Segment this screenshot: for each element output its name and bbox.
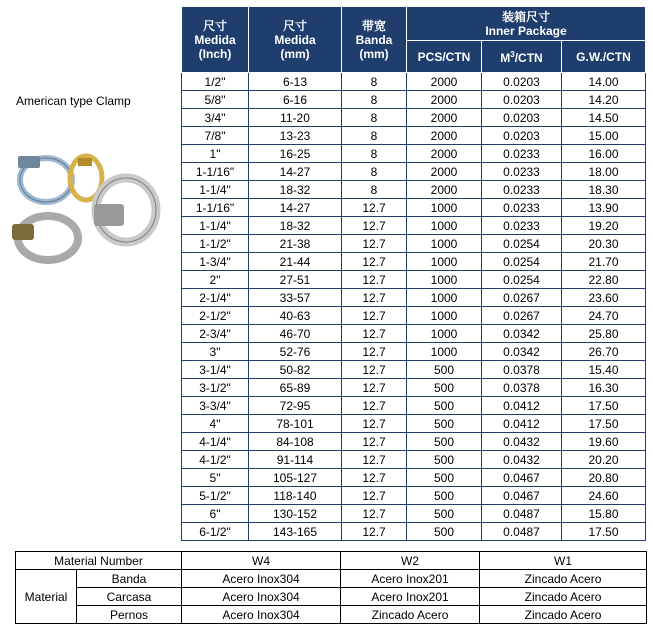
table-cell: 8 bbox=[342, 91, 407, 109]
table-cell: 0.0412 bbox=[482, 397, 562, 415]
material-cell: Acero Inox304 bbox=[182, 570, 341, 588]
table-cell: 21-44 bbox=[249, 253, 342, 271]
table-row bbox=[182, 487, 646, 505]
table-cell: 24.60 bbox=[562, 487, 646, 505]
table-cell: 12.7 bbox=[342, 379, 407, 397]
table-cell: 4" bbox=[182, 415, 249, 433]
table-cell: 500 bbox=[407, 487, 482, 505]
grade-w2: W2 bbox=[341, 552, 480, 570]
table-cell: 0.0412 bbox=[482, 415, 562, 433]
part-name: Pernos bbox=[77, 606, 182, 624]
header-pcs-ctn: PCS/CTN bbox=[407, 41, 482, 73]
table-cell: 14.50 bbox=[562, 109, 646, 127]
table-cell: 12.7 bbox=[342, 271, 407, 289]
material-cell: Acero Inox201 bbox=[341, 570, 480, 588]
table-cell: 12.7 bbox=[342, 289, 407, 307]
table-cell: 91-114 bbox=[249, 451, 342, 469]
table-row bbox=[182, 109, 646, 127]
table-cell: 65-89 bbox=[249, 379, 342, 397]
table-row bbox=[182, 163, 646, 181]
table-cell: 2-1/2" bbox=[182, 307, 249, 325]
table-row bbox=[182, 217, 646, 235]
table-cell: 1/2" bbox=[182, 73, 249, 91]
table-cell: 6" bbox=[182, 505, 249, 523]
table-cell: 1-1/16" bbox=[182, 163, 249, 181]
table-cell: 1000 bbox=[407, 289, 482, 307]
table-cell: 6-13 bbox=[249, 73, 342, 91]
table-cell: 3-3/4" bbox=[182, 397, 249, 415]
material-cell: Zincado Acero bbox=[341, 606, 480, 624]
table-row bbox=[182, 271, 646, 289]
table-row bbox=[182, 433, 646, 451]
table-cell: 2000 bbox=[407, 181, 482, 199]
table-cell: 1000 bbox=[407, 235, 482, 253]
table-cell: 18-32 bbox=[249, 181, 342, 199]
table-row bbox=[182, 235, 646, 253]
material-group-label: Material bbox=[16, 570, 77, 624]
material-table bbox=[15, 551, 647, 624]
table-cell: 500 bbox=[407, 379, 482, 397]
table-cell: 8 bbox=[342, 145, 407, 163]
table-cell: 6-16 bbox=[249, 91, 342, 109]
table-cell: 500 bbox=[407, 397, 482, 415]
table-row bbox=[182, 181, 646, 199]
table-cell: 17.50 bbox=[562, 397, 646, 415]
table-cell: 12.7 bbox=[342, 217, 407, 235]
material-cell: Acero Inox304 bbox=[182, 606, 341, 624]
table-row bbox=[182, 523, 646, 541]
table-row bbox=[182, 127, 646, 145]
table-cell: 12.7 bbox=[342, 415, 407, 433]
table-cell: 12.7 bbox=[342, 361, 407, 379]
table-cell: 12.7 bbox=[342, 451, 407, 469]
table-cell: 0.0233 bbox=[482, 181, 562, 199]
table-cell: 2000 bbox=[407, 127, 482, 145]
table-cell: 0.0378 bbox=[482, 379, 562, 397]
table-cell: 500 bbox=[407, 451, 482, 469]
table-cell: 8 bbox=[342, 181, 407, 199]
table-cell: 2000 bbox=[407, 145, 482, 163]
table-row bbox=[182, 415, 646, 433]
table-row bbox=[182, 397, 646, 415]
table-cell: 16.30 bbox=[562, 379, 646, 397]
table-cell: 2" bbox=[182, 271, 249, 289]
table-cell: 27-51 bbox=[249, 271, 342, 289]
table-cell: 1-3/4" bbox=[182, 253, 249, 271]
table-cell: 12.7 bbox=[342, 487, 407, 505]
table-cell: 15.00 bbox=[562, 127, 646, 145]
material-cell: Zincado Acero bbox=[480, 570, 647, 588]
part-name: Carcasa bbox=[77, 588, 182, 606]
table-cell: 14-27 bbox=[249, 163, 342, 181]
table-cell: 16-25 bbox=[249, 145, 342, 163]
table-cell: 3-1/4" bbox=[182, 361, 249, 379]
table-cell: 22.80 bbox=[562, 271, 646, 289]
grade-w1: W1 bbox=[480, 552, 647, 570]
table-cell: 13.90 bbox=[562, 199, 646, 217]
grade-w4: W4 bbox=[182, 552, 341, 570]
header-inner-package: 装箱尺寸 Inner Package bbox=[407, 7, 646, 41]
table-cell: 4-1/4" bbox=[182, 433, 249, 451]
table-row bbox=[182, 199, 646, 217]
table-cell: 12.7 bbox=[342, 469, 407, 487]
table-cell: 18.30 bbox=[562, 181, 646, 199]
table-cell: 12.7 bbox=[342, 505, 407, 523]
table-cell: 18.00 bbox=[562, 163, 646, 181]
table-cell: 0.0467 bbox=[482, 469, 562, 487]
table-cell: 0.0254 bbox=[482, 271, 562, 289]
table-cell: 8 bbox=[342, 127, 407, 145]
table-cell: 105-127 bbox=[249, 469, 342, 487]
table-cell: 500 bbox=[407, 361, 482, 379]
table-cell: 12.7 bbox=[342, 235, 407, 253]
table-cell: 24.70 bbox=[562, 307, 646, 325]
table-cell: 1000 bbox=[407, 199, 482, 217]
table-cell: 14-27 bbox=[249, 199, 342, 217]
table-cell: 500 bbox=[407, 523, 482, 541]
table-cell: 0.0487 bbox=[482, 523, 562, 541]
table-cell: 118-140 bbox=[249, 487, 342, 505]
table-cell: 0.0467 bbox=[482, 487, 562, 505]
table-cell: 17.50 bbox=[562, 523, 646, 541]
table-cell: 26.70 bbox=[562, 343, 646, 361]
table-cell: 12.7 bbox=[342, 343, 407, 361]
clamp-size-table bbox=[181, 6, 646, 541]
table-cell: 50-82 bbox=[249, 361, 342, 379]
table-cell: 1000 bbox=[407, 217, 482, 235]
table-cell: 25.80 bbox=[562, 325, 646, 343]
table-cell: 0.0203 bbox=[482, 109, 562, 127]
header-m3-ctn: $M^3$/CTN bbox=[482, 41, 562, 73]
table-cell: 78-101 bbox=[249, 415, 342, 433]
table-cell: 13-23 bbox=[249, 127, 342, 145]
table-cell: 20.80 bbox=[562, 469, 646, 487]
table-cell: 0.0203 bbox=[482, 127, 562, 145]
table-cell: 1000 bbox=[407, 307, 482, 325]
table-row bbox=[182, 253, 646, 271]
table-row bbox=[182, 343, 646, 361]
table-cell: 23.60 bbox=[562, 289, 646, 307]
table-cell: 40-63 bbox=[249, 307, 342, 325]
header-size-inch: 尺寸 Medida (Inch) bbox=[182, 7, 249, 73]
table-cell: 500 bbox=[407, 415, 482, 433]
table-cell: 1-1/2" bbox=[182, 235, 249, 253]
table-cell: 6-1/2" bbox=[182, 523, 249, 541]
table-cell: 12.7 bbox=[342, 253, 407, 271]
table-cell: 4-1/2" bbox=[182, 451, 249, 469]
table-cell: 0.0233 bbox=[482, 163, 562, 181]
table-cell: 2000 bbox=[407, 91, 482, 109]
table-cell: 20.20 bbox=[562, 451, 646, 469]
table-row bbox=[182, 469, 646, 487]
table-row bbox=[182, 307, 646, 325]
table-cell: 3-1/2" bbox=[182, 379, 249, 397]
table-cell: 1000 bbox=[407, 253, 482, 271]
table-cell: 2-3/4" bbox=[182, 325, 249, 343]
table-cell: 12.7 bbox=[342, 523, 407, 541]
table-cell: 5/8" bbox=[182, 91, 249, 109]
table-cell: 0.0254 bbox=[482, 235, 562, 253]
table-row bbox=[182, 505, 646, 523]
material-cell: Zincado Acero bbox=[480, 588, 647, 606]
table-cell: 0.0342 bbox=[482, 343, 562, 361]
table-cell: 19.20 bbox=[562, 217, 646, 235]
table-cell: 15.40 bbox=[562, 361, 646, 379]
table-cell: 0.0254 bbox=[482, 253, 562, 271]
table-row bbox=[182, 361, 646, 379]
table-cell: 11-20 bbox=[249, 109, 342, 127]
table-row bbox=[182, 91, 646, 109]
material-cell: Zincado Acero bbox=[480, 606, 647, 624]
table-cell: 8 bbox=[342, 73, 407, 91]
table-cell: 8 bbox=[342, 163, 407, 181]
table-cell: 0.0487 bbox=[482, 505, 562, 523]
table-row bbox=[182, 379, 646, 397]
header-gw-ctn: G.W./CTN bbox=[562, 41, 646, 73]
table-cell: 15.80 bbox=[562, 505, 646, 523]
table-row bbox=[182, 325, 646, 343]
table-cell: 46-70 bbox=[249, 325, 342, 343]
table-cell: 16.00 bbox=[562, 145, 646, 163]
table-cell: 0.0233 bbox=[482, 145, 562, 163]
material-cell: Acero Inox201 bbox=[341, 588, 480, 606]
table-cell: 0.0432 bbox=[482, 433, 562, 451]
table-cell: 12.7 bbox=[342, 397, 407, 415]
table-cell: 20.30 bbox=[562, 235, 646, 253]
table-cell: 12.7 bbox=[342, 433, 407, 451]
table-cell: 1000 bbox=[407, 325, 482, 343]
table-cell: 0.0233 bbox=[482, 217, 562, 235]
table-cell: 33-57 bbox=[249, 289, 342, 307]
table-cell: 0.0432 bbox=[482, 451, 562, 469]
table-cell: 0.0267 bbox=[482, 307, 562, 325]
table-cell: 0.0203 bbox=[482, 91, 562, 109]
header-size-mm: 尺寸 Medida (mm) bbox=[249, 7, 342, 73]
material-number-label: Material Number bbox=[16, 552, 182, 570]
table-cell: 1-1/4" bbox=[182, 181, 249, 199]
table-cell: 52-76 bbox=[249, 343, 342, 361]
table-cell: 72-95 bbox=[249, 397, 342, 415]
table-cell: 3/4" bbox=[182, 109, 249, 127]
table-cell: 3" bbox=[182, 343, 249, 361]
table-row bbox=[182, 451, 646, 469]
table-cell: 2-1/4" bbox=[182, 289, 249, 307]
table-cell: 500 bbox=[407, 469, 482, 487]
part-name: Banda bbox=[77, 570, 182, 588]
table-row bbox=[182, 145, 646, 163]
table-cell: 1-1/4" bbox=[182, 217, 249, 235]
table-cell: 143-165 bbox=[249, 523, 342, 541]
table-cell: 0.0342 bbox=[482, 325, 562, 343]
header-band-width: 带宽 Banda (mm) bbox=[342, 7, 407, 73]
table-cell: 5" bbox=[182, 469, 249, 487]
table-row bbox=[182, 73, 646, 91]
table-cell: 1-1/16" bbox=[182, 199, 249, 217]
table-cell: 2000 bbox=[407, 109, 482, 127]
table-cell: 21-38 bbox=[249, 235, 342, 253]
material-cell: Acero Inox304 bbox=[182, 588, 341, 606]
table-cell: 14.00 bbox=[562, 73, 646, 91]
table-cell: 12.7 bbox=[342, 307, 407, 325]
table-cell: 0.0233 bbox=[482, 199, 562, 217]
table-cell: 18-32 bbox=[249, 217, 342, 235]
table-row bbox=[182, 289, 646, 307]
table-cell: 14.20 bbox=[562, 91, 646, 109]
table-cell: 8 bbox=[342, 109, 407, 127]
table-cell: 0.0378 bbox=[482, 361, 562, 379]
table-cell: 1" bbox=[182, 145, 249, 163]
table-cell: 0.0203 bbox=[482, 73, 562, 91]
table-cell: 12.7 bbox=[342, 325, 407, 343]
table-cell: 1000 bbox=[407, 343, 482, 361]
table-cell: 7/8" bbox=[182, 127, 249, 145]
table-cell: 2000 bbox=[407, 163, 482, 181]
table-cell: 2000 bbox=[407, 73, 482, 91]
table-cell: 84-108 bbox=[249, 433, 342, 451]
table-cell: 0.0267 bbox=[482, 289, 562, 307]
table-cell: 12.7 bbox=[342, 199, 407, 217]
table-cell: 5-1/2" bbox=[182, 487, 249, 505]
table-cell: 21.70 bbox=[562, 253, 646, 271]
table-cell: 19.60 bbox=[562, 433, 646, 451]
table-cell: 500 bbox=[407, 433, 482, 451]
table-cell: 1000 bbox=[407, 271, 482, 289]
clamp-photo bbox=[6, 130, 170, 266]
table-cell: 500 bbox=[407, 505, 482, 523]
product-caption: American type Clamp bbox=[16, 94, 131, 108]
table-cell: 17.50 bbox=[562, 415, 646, 433]
table-cell: 130-152 bbox=[249, 505, 342, 523]
